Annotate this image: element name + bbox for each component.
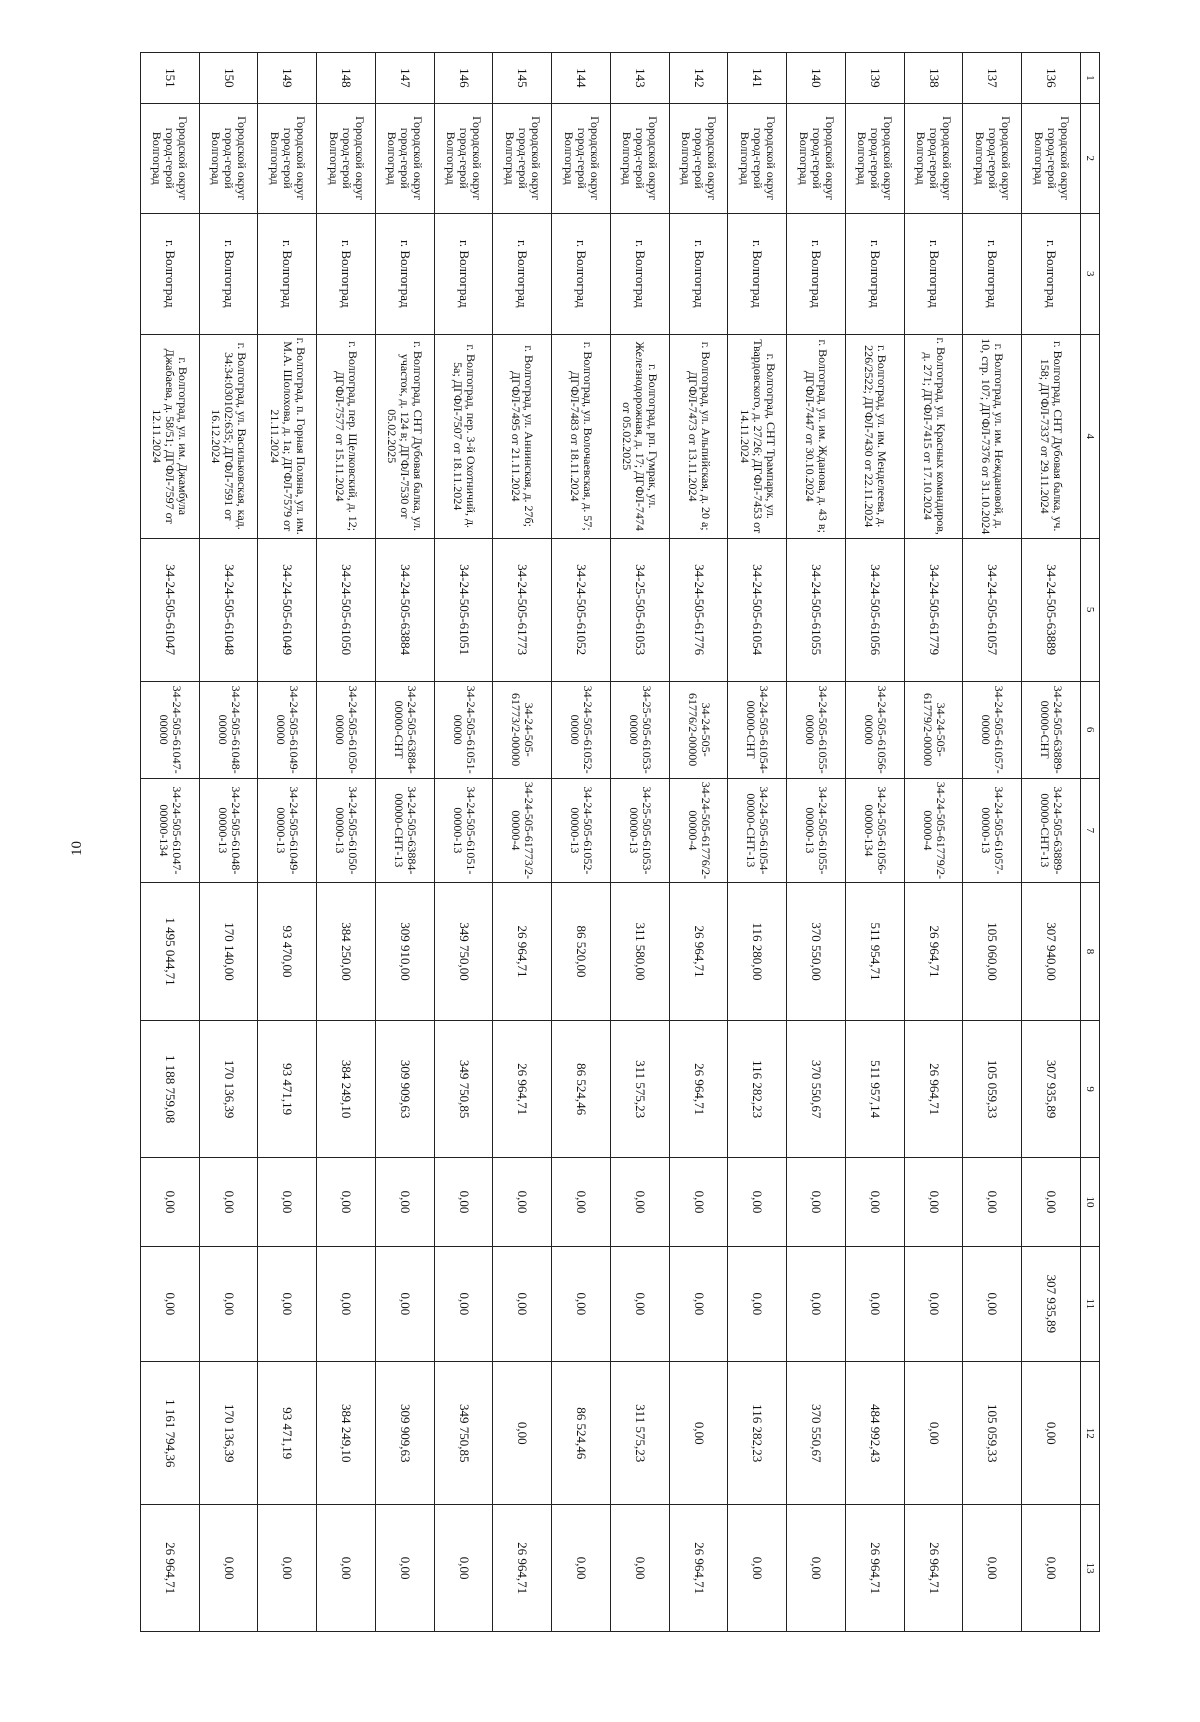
col10-cell: 0,00 <box>376 1158 435 1246</box>
code-cell: 34-24-505-61055 <box>787 538 846 681</box>
col13-cell: 26 964,71 <box>493 1505 552 1632</box>
code-ext-cell: 34-24-505-61050-00000 <box>317 681 376 778</box>
col10-cell: 0,00 <box>787 1158 846 1246</box>
row-number: 143 <box>611 53 670 104</box>
row-number: 147 <box>376 53 435 104</box>
col13-cell: 0,00 <box>317 1505 376 1632</box>
code-cell: 34-24-505-61047 <box>141 538 200 681</box>
city-cell: г. Волгоград <box>376 213 435 334</box>
district-cell: Городской округ город-герой Волгоград <box>669 103 728 213</box>
col13-cell: 0,00 <box>434 1505 493 1632</box>
row-number: 144 <box>552 53 611 104</box>
code-ext-cell: 34-24-505-61773/2-00000 <box>493 681 552 778</box>
address-cell: г. Волгоград, ул. им. Жданова, д. 43 в; ДГФЛ-7447 от 30.10.2024 <box>787 334 846 538</box>
code-cell: 34-24-505-61050 <box>317 538 376 681</box>
address-cell: г. Волгоград, СНТ Трампарк, ул. Твардовского, д. 27/26; ДГФЛ-7453 от 14.11.2024 <box>728 334 787 538</box>
amount-calc-cell: 307 935,89 <box>1022 1020 1081 1158</box>
col13-cell: 26 964,71 <box>141 1505 200 1632</box>
col13-cell: 26 964,71 <box>904 1505 963 1632</box>
amount-calc-cell: 511 957,14 <box>846 1020 905 1158</box>
code-full-cell: 34-24-505-61047-00000-134 <box>141 778 200 883</box>
col13-cell: 26 964,71 <box>669 1505 728 1632</box>
table-row <box>669 53 728 1632</box>
city-cell: г. Волгоград <box>611 213 670 334</box>
district-cell: Городской округ город-герой Волгоград <box>258 103 317 213</box>
code-full-cell: 34-24-505-61773/2-00000-4 <box>493 778 552 883</box>
amount-calc-cell: 116 282,23 <box>728 1020 787 1158</box>
amount-calc-cell: 1 188 759,08 <box>141 1020 200 1158</box>
table-row <box>376 53 435 1632</box>
code-ext-cell: 34-24-505-61779/2-00000 <box>904 681 963 778</box>
col12-cell: 0,00 <box>1022 1362 1081 1505</box>
amount-cell: 170 140,00 <box>199 883 258 1021</box>
code-ext-cell: 34-24-505-63884-00000-СНТ <box>376 681 435 778</box>
city-cell: г. Волгоград <box>846 213 905 334</box>
address-cell: г. Волгоград, пер. 3-й Охотничий, д. 5а; ДГФЛ-7507 от 18.11.2024 <box>434 334 493 538</box>
district-cell: Городской округ город-герой Волгоград <box>787 103 846 213</box>
col11-cell: 0,00 <box>846 1246 905 1362</box>
col11-cell: 0,00 <box>199 1246 258 1362</box>
code-ext-cell: 34-24-505-61776/2-00000 <box>669 681 728 778</box>
district-cell: Городской округ город-герой Волгоград <box>904 103 963 213</box>
col12-cell: 0,00 <box>493 1362 552 1505</box>
amount-calc-cell: 86 524,46 <box>552 1020 611 1158</box>
row-number: 138 <box>904 53 963 104</box>
code-full-cell: 34-24-505-61057-00000-13 <box>963 778 1022 883</box>
city-cell: г. Волгоград <box>317 213 376 334</box>
col12-cell: 311 575,23 <box>611 1362 670 1505</box>
address-cell: г. Волгоград, пер. Щелковский, д. 12; ДГФЛ-7577 от 15.11.2024 <box>317 334 376 538</box>
district-cell: Городской округ город-герой Волгоград <box>376 103 435 213</box>
col13-cell: 0,00 <box>376 1505 435 1632</box>
col13-cell: 0,00 <box>1022 1505 1081 1632</box>
column-number-12: 12 <box>1081 1362 1100 1505</box>
district-cell: Городской округ город-герой Волгоград <box>317 103 376 213</box>
amount-cell: 307 940,00 <box>1022 883 1081 1021</box>
amount-calc-cell: 93 471,19 <box>258 1020 317 1158</box>
code-cell: 34-24-505-61052 <box>552 538 611 681</box>
table-row <box>493 53 552 1632</box>
district-cell: Городской округ город-герой Волгоград <box>1022 103 1081 213</box>
row-number: 149 <box>258 53 317 104</box>
col12-cell: 384 249,10 <box>317 1362 376 1505</box>
col10-cell: 0,00 <box>199 1158 258 1246</box>
col13-cell: 0,00 <box>199 1505 258 1632</box>
amount-cell: 93 470,00 <box>258 883 317 1021</box>
col11-cell: 0,00 <box>728 1246 787 1362</box>
code-full-cell: 34-24-505-61052-00000-13 <box>552 778 611 883</box>
col10-cell: 0,00 <box>846 1158 905 1246</box>
city-cell: г. Волгоград <box>728 213 787 334</box>
table-body <box>141 53 1100 1632</box>
address-cell: г. Волгоград, ул. им. Менделеева, д. 226/2522; ДГФЛ-7430 от 22.11.2024 <box>846 334 905 538</box>
table-row <box>258 53 317 1632</box>
code-full-cell: 34-24-505-61055-00000-13 <box>787 778 846 883</box>
row-number: 146 <box>434 53 493 104</box>
row-number: 139 <box>846 53 905 104</box>
col13-cell: 0,00 <box>552 1505 611 1632</box>
code-cell: 34-24-505-61779 <box>904 538 963 681</box>
code-cell: 34-24-505-63889 <box>1022 538 1081 681</box>
code-full-cell: 34-24-505-61051-00000-13 <box>434 778 493 883</box>
code-ext-cell: 34-24-505-61056-00000 <box>846 681 905 778</box>
code-ext-cell: 34-24-505-61051-00000 <box>434 681 493 778</box>
col11-cell: 0,00 <box>963 1246 1022 1362</box>
row-number: 151 <box>141 53 200 104</box>
column-number-3: 3 <box>1081 213 1100 334</box>
col12-cell: 349 750,85 <box>434 1362 493 1505</box>
col12-cell: 0,00 <box>904 1362 963 1505</box>
column-number-8: 8 <box>1081 883 1100 1021</box>
district-cell: Городской округ город-герой Волгоград <box>963 103 1022 213</box>
column-number-10: 10 <box>1081 1158 1100 1246</box>
table-row <box>904 53 963 1632</box>
column-number-2: 2 <box>1081 103 1100 213</box>
district-cell: Городской округ город-герой Волгоград <box>846 103 905 213</box>
code-ext-cell: 34-24-505-61049-00000 <box>258 681 317 778</box>
amount-cell: 349 750,00 <box>434 883 493 1021</box>
table-row <box>963 53 1022 1632</box>
address-cell: г. Волгоград, ул. Красных командиров, д. 271; ДГФЛ-7415 от 17.10.2024 <box>904 334 963 538</box>
col10-cell: 0,00 <box>317 1158 376 1246</box>
amount-cell: 26 964,71 <box>493 883 552 1021</box>
address-cell: г. Волгоград, п. Горная Поляна, ул. им. М.А. Шолохова, д. 1а; ДГФЛ-7579 от 21.11.2024 <box>258 334 317 538</box>
city-cell: г. Волгоград <box>552 213 611 334</box>
col13-cell: 26 964,71 <box>846 1505 905 1632</box>
code-cell: 34-24-505-61051 <box>434 538 493 681</box>
code-cell: 34-24-505-61773 <box>493 538 552 681</box>
amount-cell: 1 495 044,71 <box>141 883 200 1021</box>
col12-cell: 1 161 794,36 <box>141 1362 200 1505</box>
amount-cell: 26 964,71 <box>904 883 963 1021</box>
code-full-cell: 34-24-505-63889-00000-СНТ-13 <box>1022 778 1081 883</box>
amount-calc-cell: 26 964,71 <box>493 1020 552 1158</box>
col12-cell: 105 059,33 <box>963 1362 1022 1505</box>
row-number: 150 <box>199 53 258 104</box>
district-cell: Городской округ город-герой Волгоград <box>434 103 493 213</box>
column-number-4: 4 <box>1081 334 1100 538</box>
col10-cell: 0,00 <box>669 1158 728 1246</box>
column-number-6: 6 <box>1081 681 1100 778</box>
col11-cell: 0,00 <box>552 1246 611 1362</box>
column-number-9: 9 <box>1081 1020 1100 1158</box>
column-number-7: 7 <box>1081 778 1100 883</box>
amount-calc-cell: 311 575,23 <box>611 1020 670 1158</box>
col10-cell: 0,00 <box>1022 1158 1081 1246</box>
col11-cell: 0,00 <box>141 1246 200 1362</box>
city-cell: г. Волгоград <box>493 213 552 334</box>
city-cell: г. Волгоград <box>141 213 200 334</box>
column-number-5: 5 <box>1081 538 1100 681</box>
amount-cell: 384 250,00 <box>317 883 376 1021</box>
row-number: 141 <box>728 53 787 104</box>
address-cell: г. Волгоград, ул. Аннинская, д. 27б; ДГФЛ-7495 от 21.11.2024 <box>493 334 552 538</box>
code-full-cell: 34-24-505-61056-00000-134 <box>846 778 905 883</box>
col13-cell: 0,00 <box>611 1505 670 1632</box>
code-full-cell: 34-25-505-61053-00000-13 <box>611 778 670 883</box>
code-ext-cell: 34-24-505-63889-00000-СНТ <box>1022 681 1081 778</box>
col13-cell: 0,00 <box>728 1505 787 1632</box>
col12-cell: 484 992,43 <box>846 1362 905 1505</box>
column-number-11: 11 <box>1081 1246 1100 1362</box>
code-full-cell: 34-24-505-61049-00000-13 <box>258 778 317 883</box>
code-full-cell: 34-24-505-63884-00000-СНТ-13 <box>376 778 435 883</box>
row-number: 140 <box>787 53 846 104</box>
code-ext-cell: 34-24-505-61054-00000-СНТ <box>728 681 787 778</box>
district-cell: Городской округ город-герой Волгоград <box>728 103 787 213</box>
col11-cell: 0,00 <box>493 1246 552 1362</box>
address-cell: г. Волгоград, СНТ Дубовая балка, уч. 158; ДГФЛ-7337 от 29.11.2024 <box>1022 334 1081 538</box>
code-ext-cell: 34-24-505-61048-00000 <box>199 681 258 778</box>
code-full-cell: 34-24-505-61048-00000-13 <box>199 778 258 883</box>
col11-cell: 307 935,89 <box>1022 1246 1081 1362</box>
table-row <box>611 53 670 1632</box>
city-cell: г. Волгоград <box>199 213 258 334</box>
table-row <box>846 53 905 1632</box>
district-cell: Городской округ город-герой Волгоград <box>199 103 258 213</box>
col11-cell: 0,00 <box>258 1246 317 1362</box>
col11-cell: 0,00 <box>787 1246 846 1362</box>
amount-cell: 370 550,00 <box>787 883 846 1021</box>
column-number-row <box>1081 53 1100 1632</box>
city-cell: г. Волгоград <box>1022 213 1081 334</box>
code-cell: 34-24-505-61056 <box>846 538 905 681</box>
col12-cell: 309 909,63 <box>376 1362 435 1505</box>
col10-cell: 0,00 <box>611 1158 670 1246</box>
code-ext-cell: 34-24-505-61052-00000 <box>552 681 611 778</box>
code-full-cell: 34-24-505-61050-00000-13 <box>317 778 376 883</box>
amount-cell: 86 520,00 <box>552 883 611 1021</box>
col11-cell: 0,00 <box>376 1246 435 1362</box>
amount-calc-cell: 170 136,39 <box>199 1020 258 1158</box>
row-number: 142 <box>669 53 728 104</box>
col11-cell: 0,00 <box>317 1246 376 1362</box>
city-cell: г. Волгоград <box>904 213 963 334</box>
city-cell: г. Волгоград <box>963 213 1022 334</box>
col12-cell: 170 136,39 <box>199 1362 258 1505</box>
col10-cell: 0,00 <box>963 1158 1022 1246</box>
amount-cell: 105 060,00 <box>963 883 1022 1021</box>
rotated-table-container <box>140 52 1100 1632</box>
amount-calc-cell: 384 249,10 <box>317 1020 376 1158</box>
amount-cell: 311 580,00 <box>611 883 670 1021</box>
col12-cell: 116 282,23 <box>728 1362 787 1505</box>
amount-calc-cell: 349 750,85 <box>434 1020 493 1158</box>
code-ext-cell: 34-25-505-61053-00000 <box>611 681 670 778</box>
col13-cell: 0,00 <box>258 1505 317 1632</box>
col10-cell: 0,00 <box>552 1158 611 1246</box>
amount-cell: 309 910,00 <box>376 883 435 1021</box>
code-cell: 34-24-505-61776 <box>669 538 728 681</box>
col11-cell: 0,00 <box>434 1246 493 1362</box>
district-cell: Городской округ город-герой Волгоград <box>611 103 670 213</box>
col12-cell: 86 524,46 <box>552 1362 611 1505</box>
address-cell: г. Волгоград, ул. им. Джамбула Джабаева, д. 58/51; ДГФЛ-7597 от 12.11.2024 <box>141 334 200 538</box>
address-cell: г. Волгоград, ул. Волочаевская, д. 57; ДГФЛ-7483 от 18.11.2024 <box>552 334 611 538</box>
address-cell: г. Волгоград, рп. Гумрак, ул. Железнодорожная, д. 17; ДГФЛ-7474 от 05.02.2025 <box>611 334 670 538</box>
col10-cell: 0,00 <box>141 1158 200 1246</box>
table-row <box>728 53 787 1632</box>
amount-cell: 116 280,00 <box>728 883 787 1021</box>
code-cell: 34-24-505-61054 <box>728 538 787 681</box>
col10-cell: 0,00 <box>728 1158 787 1246</box>
row-number: 137 <box>963 53 1022 104</box>
city-cell: г. Волгоград <box>669 213 728 334</box>
amount-calc-cell: 309 909,63 <box>376 1020 435 1158</box>
col13-cell: 0,00 <box>787 1505 846 1632</box>
col10-cell: 0,00 <box>258 1158 317 1246</box>
city-cell: г. Волгоград <box>787 213 846 334</box>
district-cell: Городской округ город-герой Волгоград <box>493 103 552 213</box>
col12-cell: 93 471,19 <box>258 1362 317 1505</box>
column-number-13: 13 <box>1081 1505 1100 1632</box>
table-row <box>141 53 200 1632</box>
address-cell: г. Волгоград, ул. Альпийская, д. 20 а; ДГФЛ-7473 от 13.11.2024 <box>669 334 728 538</box>
table-row <box>552 53 611 1632</box>
city-cell: г. Волгоград <box>258 213 317 334</box>
col10-cell: 0,00 <box>904 1158 963 1246</box>
page-number: 10 <box>69 841 85 856</box>
amount-cell: 511 954,71 <box>846 883 905 1021</box>
code-full-cell: 34-24-505-61776/2-00000-4 <box>669 778 728 883</box>
col11-cell: 0,00 <box>611 1246 670 1362</box>
district-cell: Городской округ город-герой Волгоград <box>552 103 611 213</box>
row-number: 148 <box>317 53 376 104</box>
district-cell: Городской округ город-герой Волгоград <box>141 103 200 213</box>
amount-calc-cell: 26 964,71 <box>669 1020 728 1158</box>
city-cell: г. Волгоград <box>434 213 493 334</box>
code-cell: 34-25-505-61053 <box>611 538 670 681</box>
col11-cell: 0,00 <box>904 1246 963 1362</box>
code-cell: 34-24-505-61048 <box>199 538 258 681</box>
code-full-cell: 34-24-505-61054-00000-СНТ-13 <box>728 778 787 883</box>
address-cell: г. Волгоград, СНТ Дубовая балка, ул. участок, д. 124 в; ДГФЛ-7530 от 05.02.2025 <box>376 334 435 538</box>
data-table <box>140 52 1100 1632</box>
table-row <box>787 53 846 1632</box>
address-cell: г. Волгоград, ул. Васильковская, кад. 34:34:030102:635; ДГФЛ-7591 от 16.12.2024 <box>199 334 258 538</box>
col11-cell: 0,00 <box>669 1246 728 1362</box>
col10-cell: 0,00 <box>434 1158 493 1246</box>
code-cell: 34-24-505-61057 <box>963 538 1022 681</box>
address-cell: г. Волгоград, ул. им. Неждановой, д. 10, стр. 107; ДГФЛ-7376 от 31.10.2024 <box>963 334 1022 538</box>
table-row <box>317 53 376 1632</box>
row-number: 145 <box>493 53 552 104</box>
code-cell: 34-24-505-63884 <box>376 538 435 681</box>
amount-calc-cell: 105 059,33 <box>963 1020 1022 1158</box>
table-row <box>1022 53 1081 1632</box>
code-ext-cell: 34-24-505-61047-00000 <box>141 681 200 778</box>
code-ext-cell: 34-24-505-61057-00000 <box>963 681 1022 778</box>
code-cell: 34-24-505-61049 <box>258 538 317 681</box>
amount-calc-cell: 26 964,71 <box>904 1020 963 1158</box>
amount-cell: 26 964,71 <box>669 883 728 1021</box>
col12-cell: 0,00 <box>669 1362 728 1505</box>
table-row <box>199 53 258 1632</box>
column-number-1: 1 <box>1081 53 1100 104</box>
col13-cell: 0,00 <box>963 1505 1022 1632</box>
table-row <box>434 53 493 1632</box>
code-ext-cell: 34-24-505-61055-00000 <box>787 681 846 778</box>
col12-cell: 370 550,67 <box>787 1362 846 1505</box>
row-number: 136 <box>1022 53 1081 104</box>
code-full-cell: 34-24-505-61779/2-00000-4 <box>904 778 963 883</box>
col10-cell: 0,00 <box>493 1158 552 1246</box>
amount-calc-cell: 370 550,67 <box>787 1020 846 1158</box>
